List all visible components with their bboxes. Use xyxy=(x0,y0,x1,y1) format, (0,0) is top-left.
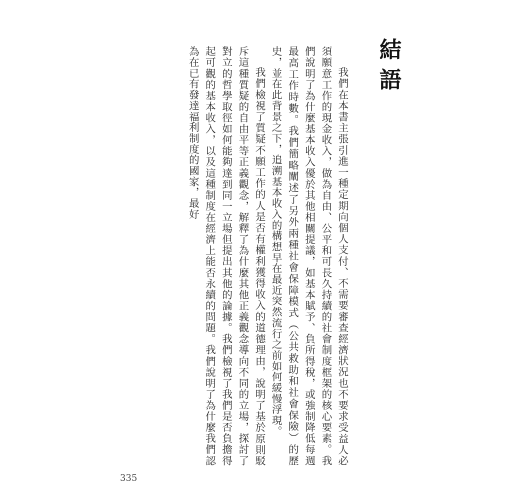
chapter-title: 結語 xyxy=(376,38,402,98)
body-text xyxy=(184,46,350,466)
paragraph: 我們檢視了質疑不願工作的人是否有權利獲得收入的道德理由，說明了基於原則駁斥這種質疑的自由平等正義觀念，解釋了為什麼其他正義觀念導向不同的立場，探討了對立的哲學取徑如何能夠達到同一立場但提出其他的論據。我們檢視了我們是否負擔得起可觀的基本收入，以及這種制度在經濟上能否永續的問題。我們說明了為什麼我們認為在已有發達福利制度的國家，最好 xyxy=(186,46,266,466)
page-number: 335 xyxy=(120,474,138,484)
paragraph: 我們在本書主張引進一種定期向個人支付、不需要審查經濟狀況也不要求受益人必須願意工作的現金收入，做為自由、公平和可長久持續的社會制度框架的核心要素。我們說明了為什麼基本收入優於其他相關提議，如基本賦予、負所得稅，或強制降低每週最高工作時數。我們簡略闡述了另外兩種社會保障模式（公共救助和社會保險）的歷史，並在此背景之下，追溯基本收入的構想早在最近突然流行之前如何緩慢浮現。 xyxy=(269,46,348,466)
